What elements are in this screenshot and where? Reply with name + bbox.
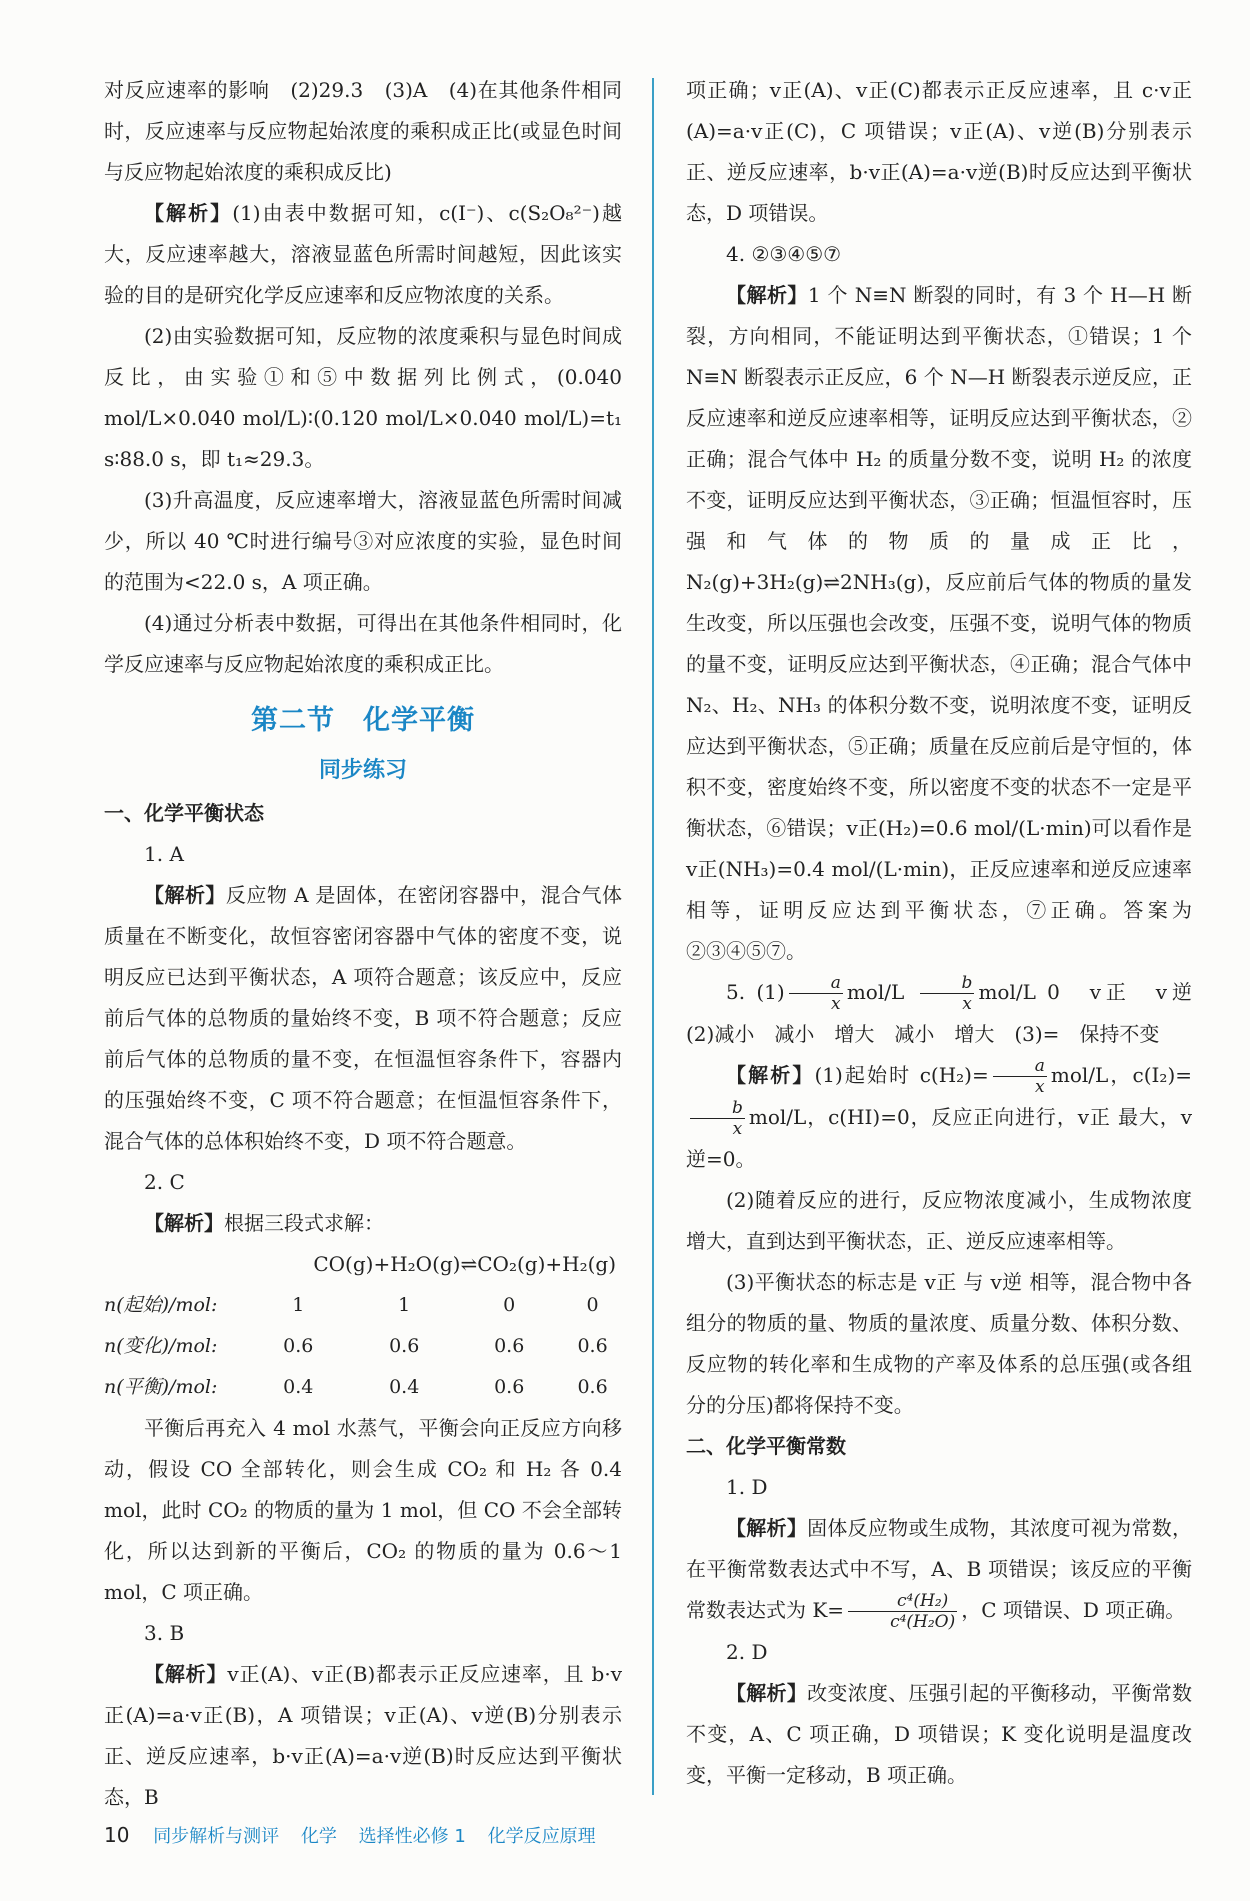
answer: 1. A — [144, 842, 184, 866]
book-name: 选择性必修 1 — [358, 1826, 466, 1847]
right-column — [686, 70, 1212, 1796]
page-footer — [104, 1822, 612, 1848]
answer: 2. C — [144, 1170, 185, 1194]
answer: 1. D — [726, 1475, 768, 1499]
table-row: n(起始)/mol: 1 1 0 0 — [104, 1294, 599, 1316]
equation: CO(g)+H₂O(g)⇌CO₂(g)+H₂(g) — [313, 1252, 616, 1276]
fraction: $\frac{b}{x}$ — [920, 973, 975, 1014]
page-number: 10 — [104, 1823, 130, 1847]
fraction: $\frac{a}{x}$ — [993, 1056, 1047, 1097]
paragraph: (2)随着反应的进行，反应物浓度减小，生成物浓度增大，直到达到平衡状态，正、逆反应速率相等。 — [686, 1188, 1192, 1253]
table-row: n(平衡)/mol: 0.4 0.4 0.6 0.6 — [104, 1376, 608, 1398]
paragraph: (3)平衡状态的标志是 v正 与 v逆 相等，混合物中各组分的物质的量、物质的量浓度、质量分数、体积分数、反应物的转化率和生成物的产率及体系的总压强(或各组分的分压)都将保持不变。 — [686, 1270, 1192, 1417]
fraction: $\frac{b}{x}$ — [690, 1098, 745, 1139]
column-divider — [652, 78, 654, 1795]
paragraph: 对反应速率的影响 (2)29.3 (3)A (4)在其他条件相同时，反应速率与反应物起始浓度的乘积成正比(或显色时间与反应物起始浓度的乘积成反比) — [104, 78, 622, 184]
paragraph: 项正确；v正(A)、v正(C)都表示正反应速率，且 c·v正(A)=a·v正(C)，C 项错误；v正(A)、v逆(B)分别表示正、逆反应速率，b·v正(A)=a·v逆(B)时反应达到平衡状态，D 项错误。 — [686, 78, 1192, 225]
analysis-label: 【解析】 — [726, 1516, 808, 1540]
paragraph: 【解析】固体反应物或生成物，其浓度可视为常数，在平衡常数表达式中不写，A、B 项错误；该反应的平衡常数表达式为 K= $\frac{\text{c⁴(H₂)}}{\text{c⁴(H₂O)}}$ ，C 项错误、D 项正确。 — [686, 1516, 1193, 1632]
answer: 2. D — [726, 1640, 768, 1664]
analysis-label: 【解析】 — [144, 883, 226, 907]
paragraph: 【解析】(1)由表中数据可知，c(I⁻)、c(S₂O₈²⁻)越大，反应速率越大，溶液显蓝色所需时间越短，因此该实验的目的是研究化学反应速率和反应物浓度的关系。 — [104, 201, 623, 307]
paragraph: 【解析】v正(A)、v正(B)都表示正反应速率，且 b·v正(A)=a·v正(B)，A 项错误；v正(A)、v逆(B)分别表示正、逆反应速率，b·v正(A)=a·v逆(B)时反应达到平衡状态，B — [104, 1662, 623, 1809]
heading: 二、化学平衡常数 — [686, 1434, 846, 1458]
section-title: 第二节 化学平衡 — [251, 705, 475, 736]
subject-name: 化学 — [300, 1826, 337, 1847]
paragraph: 平衡后再充入 4 mol 水蒸气，平衡会向正反应方向移动，假设 CO 全部转化，则会生成 CO₂ 和 H₂ 各 0.4 mol，此时 CO₂ 的物质的量为 1 mol，但 CO 不会全部转化，所以达到新的平衡后，CO₂ 的物质的量为 0.6～1 mol，C 项正确。 — [104, 1416, 622, 1604]
subsection-title: 同步练习 — [318, 758, 407, 783]
paragraph: (4)通过分析表中数据，可得出在其他条件相同时，化学反应速率与反应物起始浓度的乘积成正比。 — [104, 611, 622, 676]
three-step-table — [104, 1285, 622, 1408]
paragraph: 【解析】反应物 A 是固体，在密闭容器中，混合气体质量在不断变化，故恒容密闭容器中气体的密度不变，说明反应已达到平衡状态，A 项符合题意；该反应中，反应前后气体的总物质的量始终不变，B 项不符合题意；反应前后气体的总物质的量不变，在恒温恒容条件下，容器内的压强始终不变，C 项不符合题意；在恒温恒容条件下，混合气体的总体积始终不变，D 项不符合题意。 — [104, 883, 622, 1153]
fraction: $\frac{\text{c⁴(H₂)}}{\text{c⁴(H₂O)}}$ — [848, 1591, 957, 1632]
analysis-label: 【解析】 — [726, 1681, 808, 1705]
analysis-label: 【解析】 — [144, 1662, 228, 1686]
analysis-label: 【解析】 — [726, 1063, 815, 1087]
analysis-label: 【解析】 — [144, 201, 233, 225]
paragraph: 【解析】改变浓度、压强引起的平衡移动，平衡常数不变，A、C 项正确，D 项错误；K 变化说明是温度改变，平衡一定移动，B 项正确。 — [686, 1681, 1193, 1787]
answer: 3. B — [144, 1621, 185, 1645]
paragraph: 【解析】(1)起始时 c(H₂)= $\frac{a}{x}$ mol/L，c(I₂)= $\frac{b}{x}$ mol/L，c(HI)=0，反应正向进行，v正 最大，v逆=0。 — [686, 1056, 1193, 1171]
paragraph: (2)由实验数据可知，反应物的浓度乘积与显色时间成反比，由实验①和⑤中数据列比例式，(0.040 mol/L×0.040 mol/L)∶(0.120 mol/L×0.040 mol/L)=t₁ s∶88.0 s，即 t₁≈29.3。 — [104, 324, 622, 471]
answer: 5. (1) $\frac{a}{x}$ mol/L $\frac{b}{x}$ mol/L 0 v正 v逆 (2)减小 减小 增大 减小 增大 (3)= 保持不变 — [686, 973, 1212, 1046]
analysis-label: 【解析】 — [144, 1211, 224, 1235]
topic-name: 化学反应原理 — [487, 1826, 596, 1847]
paragraph: 【解析】1 个 N≡N 断裂的同时，有 3 个 H—H 断裂，方向相同，不能证明达到平衡状态，①错误；1 个 N≡N 断裂表示正反应，6 个 N—H 断裂表示逆反应，正反应速率和逆反应速率相等，证明反应达到平衡状态，②正确；混合气体中 H₂ 的质量分数不变，说明 H₂ 的浓度不变，证明反应达到平衡状态，③正确；恒温恒容时，压强和气体的物质的量成正比，N₂(g)+3H₂(g)⇌2NH₃(g)，反应前后气体的物质的量发生改变，所以压强也会改变，压强不变，说明气体的物质的量不变，证明反应达到平衡状态，④正确；混合气体中 N₂、H₂、NH₃ 的体积分数不变，说明浓度不变，证明反应达到平衡状态，⑤正确；质量在反应前后是守恒的，体积不变，密度始终不变，所以密度不变的状态不一定是平衡状态，⑥错误；v正(H₂)=0.6 mol/(L·min)可以看作是 v正(NH₃)=0.4 mol/(L·min)，正反应速率和逆反应速率相等，证明反应达到平衡状态，⑦正确。答案为②③④⑤⑦。 — [686, 283, 1193, 963]
answer: 4. ②③④⑤⑦ — [726, 242, 842, 266]
table-row: n(变化)/mol: 0.6 0.6 0.6 0.6 — [104, 1335, 608, 1357]
paragraph: 【解析】根据三段式求解： — [144, 1211, 384, 1235]
paragraph: (3)升高温度，反应速率增大，溶液显蓝色所需时间减少，所以 40 ℃时进行编号③对应浓度的实验，显色时间的范围为<22.0 s，A 项正确。 — [104, 488, 622, 594]
heading: 一、化学平衡状态 — [104, 801, 264, 825]
fraction: $\frac{a}{x}$ — [789, 973, 843, 1014]
analysis-label: 【解析】 — [726, 283, 808, 307]
series-name: 同步解析与测评 — [153, 1826, 280, 1847]
left-column — [104, 70, 622, 1818]
